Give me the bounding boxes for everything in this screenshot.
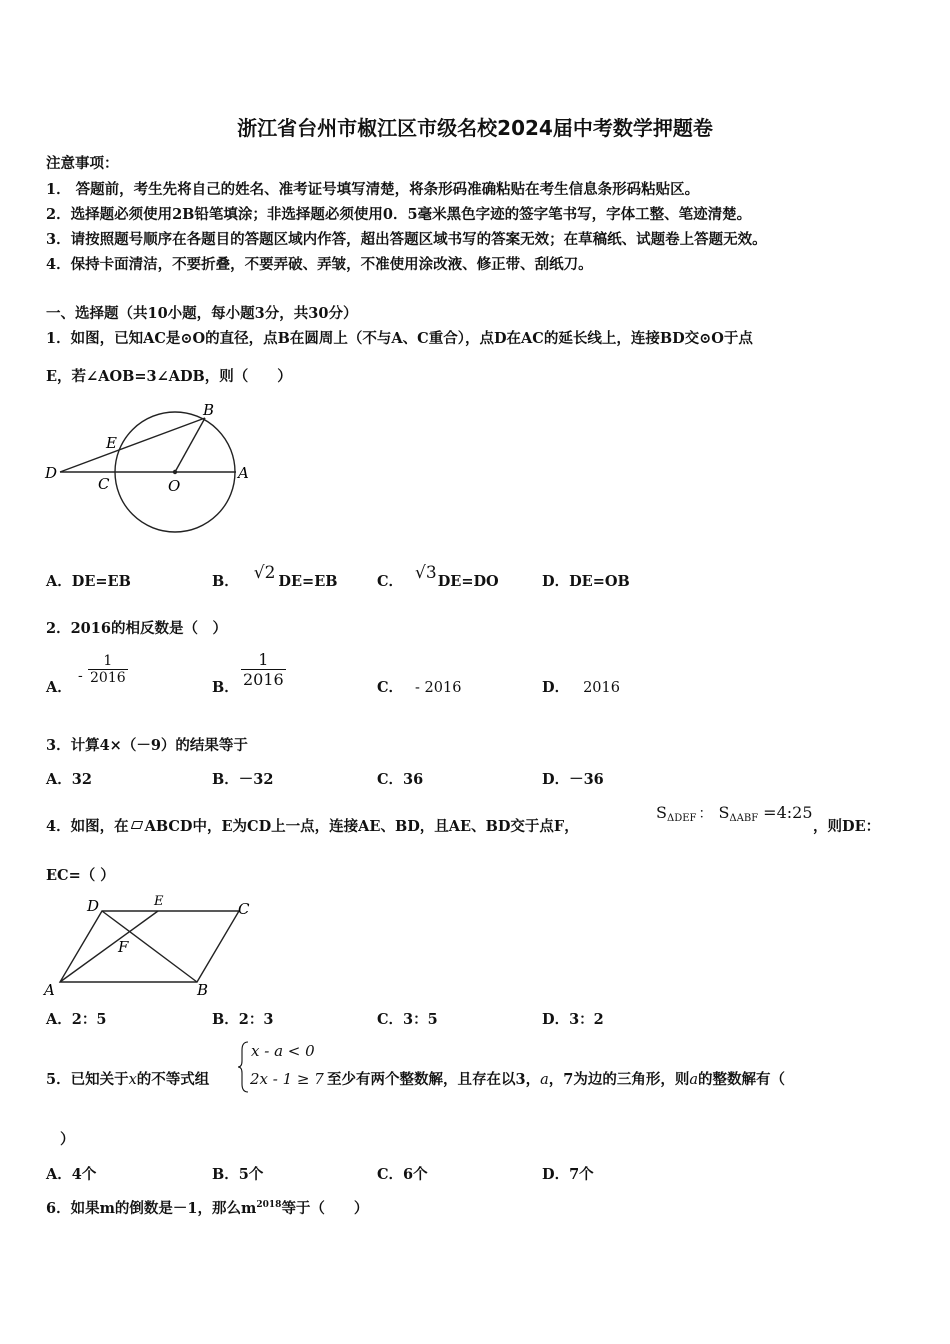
question-4-stem bbox=[46, 815, 579, 836]
option-text: 2：3 bbox=[238, 1011, 274, 1028]
variable-a: a bbox=[689, 1072, 698, 1088]
option-text: - 2016 bbox=[415, 680, 462, 696]
page-title: 浙江省台州市椒江区市级名校2024届中考数学押题卷 bbox=[237, 116, 713, 140]
fraction-denominator: 2016 bbox=[90, 670, 126, 686]
option-letter: A． bbox=[46, 1166, 72, 1183]
parallelogram-icon bbox=[131, 816, 143, 824]
option-text: DE=OB bbox=[569, 573, 630, 590]
q2-option-a-sign: - bbox=[78, 668, 83, 684]
option-text: 4个 bbox=[71, 1166, 97, 1183]
ratio-symbol: S bbox=[656, 803, 667, 822]
notice-item: 1． 答题前，考生先将自己的姓名、准考证号填写清楚，将条形码准确粘贴在考生信息条形码粘贴区。 bbox=[46, 181, 700, 198]
q2-option-d[interactable] bbox=[542, 676, 620, 697]
option-letter: C． bbox=[377, 679, 404, 696]
stem-part: 的整数解有（ bbox=[698, 1071, 785, 1088]
stem-part: 等于（ ） bbox=[281, 1200, 369, 1217]
q4-option-c[interactable] bbox=[377, 1008, 438, 1029]
option-letter: D． bbox=[542, 573, 570, 590]
option-letter: D． bbox=[542, 679, 570, 696]
fraction-numerator: 1 bbox=[241, 650, 286, 670]
circle-diagram bbox=[40, 398, 255, 540]
option-text: 36 bbox=[403, 771, 424, 788]
fraction-denominator: 2016 bbox=[243, 670, 284, 689]
question-2-stem: 2．2016的相反数是（ ） bbox=[46, 620, 227, 637]
q4-option-b[interactable] bbox=[212, 1008, 273, 1029]
system-brace bbox=[237, 1040, 251, 1094]
stem-part: 的不等式组 bbox=[136, 1071, 210, 1088]
variable-x: x bbox=[128, 1072, 137, 1088]
question-5-stem-end bbox=[327, 1068, 785, 1089]
question-4-stem-cont: EC=（ ） bbox=[46, 867, 115, 884]
option-text: DE=EB bbox=[71, 573, 131, 590]
option-text: 32 bbox=[71, 771, 92, 788]
option-letter: C． bbox=[377, 1011, 404, 1028]
option-letter: C． bbox=[377, 573, 404, 590]
q2-option-b-letter[interactable]: B． bbox=[212, 679, 239, 696]
option-letter: D． bbox=[542, 771, 570, 788]
notice-item: 4．保持卡面清洁，不要折叠，不要弄破、弄皱，不准使用涂改液、修正带、刮纸刀。 bbox=[46, 256, 593, 273]
label-d: D bbox=[45, 464, 58, 482]
option-letter: B． bbox=[212, 1011, 239, 1028]
option-letter: A． bbox=[46, 1011, 72, 1028]
option-text: －32 bbox=[238, 771, 274, 788]
variable-a: a bbox=[540, 1072, 549, 1088]
label-b: B bbox=[197, 981, 209, 999]
option-text: 3：2 bbox=[569, 1011, 604, 1028]
question-1-stem-cont: E，若∠AOB=3∠ADB，则（ ） bbox=[46, 368, 292, 385]
ratio-value: =4:25 bbox=[763, 803, 813, 822]
label-e: E bbox=[106, 434, 117, 452]
label-o: O bbox=[168, 477, 181, 495]
option-letter: D． bbox=[542, 1011, 570, 1028]
inequality-2: 2x - 1 ≥ 7 bbox=[250, 1070, 324, 1088]
q4-option-d[interactable] bbox=[542, 1008, 604, 1029]
radical-3: √3 bbox=[415, 563, 437, 583]
q2-option-a-fraction bbox=[88, 653, 128, 686]
fraction-numerator: 1 bbox=[88, 653, 128, 670]
q5-option-a[interactable] bbox=[46, 1163, 96, 1184]
question-5-stem-start bbox=[46, 1068, 209, 1089]
option-letter: B． bbox=[212, 771, 239, 788]
q2-option-b-fraction bbox=[241, 650, 286, 689]
line-bd bbox=[102, 911, 197, 982]
center-point bbox=[173, 470, 177, 474]
label-b: B bbox=[203, 401, 215, 419]
option-text: 6个 bbox=[403, 1166, 428, 1183]
q1-option-b[interactable] bbox=[212, 563, 338, 591]
stem-part: ，7为边的三角形，则 bbox=[548, 1071, 690, 1088]
label-f: F bbox=[118, 938, 129, 956]
q3-option-c[interactable] bbox=[377, 768, 423, 789]
q3-option-b[interactable] bbox=[212, 768, 273, 789]
question-3-stem: 3．计算4×（－9）的结果等于 bbox=[46, 737, 248, 754]
option-text: 2：5 bbox=[71, 1011, 107, 1028]
stem-part: 4．如图，在 bbox=[46, 818, 129, 835]
section-heading: 一、选择题（共10小题，每小题3分，共30分） bbox=[46, 305, 358, 322]
option-letter: C． bbox=[377, 771, 404, 788]
question-1-stem: 1．如图，已知AC是⊙O的直径，点B在圆周上（不与A、C重合），点D在AC的延长线上，连接BD交⊙O于点 bbox=[46, 330, 753, 347]
label-e: E bbox=[154, 894, 164, 909]
q1-option-d[interactable] bbox=[542, 570, 630, 591]
option-text: 2016 bbox=[583, 680, 620, 696]
inequality-1: x - a < 0 bbox=[251, 1042, 315, 1060]
stem-part: 5．已知关于 bbox=[46, 1071, 129, 1088]
q2-option-c[interactable] bbox=[377, 676, 461, 697]
notice-heading: 注意事项： bbox=[46, 155, 119, 172]
q1-option-a[interactable] bbox=[46, 570, 131, 591]
ratio-subscript: ΔABF bbox=[729, 813, 759, 824]
question-5-stem-cont: ） bbox=[60, 1131, 75, 1148]
stem-part: 6．如果m的倒数是－1，那么m bbox=[46, 1200, 257, 1217]
question-4-stem-end: ，则DE： bbox=[813, 818, 881, 835]
option-text: 5个 bbox=[238, 1166, 264, 1183]
q5-option-c[interactable] bbox=[377, 1163, 428, 1184]
notice-item: 2．选择题必须使用2B铅笔填涂；非选择题必须使用0．5毫米黑色字迹的签字笔书写，字体工整、笔迹清楚。 bbox=[46, 206, 752, 223]
label-c: C bbox=[98, 475, 110, 493]
q5-option-d[interactable] bbox=[542, 1163, 594, 1184]
label-d: D bbox=[87, 897, 100, 915]
option-text: DE=DO bbox=[437, 573, 499, 590]
option-text: 3：5 bbox=[403, 1011, 438, 1028]
stem-part: ABCD中，E为CD上一点，连接AE、BD，且AE、BD交于点F， bbox=[144, 818, 579, 835]
radical-2: √2 bbox=[253, 563, 276, 583]
label-a: A bbox=[238, 464, 249, 482]
label-c: C bbox=[238, 900, 250, 918]
area-ratio bbox=[656, 803, 813, 824]
option-text: 7个 bbox=[569, 1166, 594, 1183]
q2-option-a-letter[interactable]: A． bbox=[46, 679, 72, 696]
label-a: A bbox=[44, 981, 55, 999]
ratio-colon: ： bbox=[698, 806, 713, 822]
option-letter: B． bbox=[212, 1166, 239, 1183]
q3-option-a[interactable] bbox=[46, 768, 92, 789]
ratio-symbol: S bbox=[718, 803, 730, 822]
option-letter: A． bbox=[46, 771, 72, 788]
q4-option-a[interactable] bbox=[46, 1008, 106, 1029]
question-6-stem bbox=[46, 1197, 368, 1218]
option-letter: B． bbox=[212, 573, 239, 590]
parallelogram-diagram bbox=[42, 892, 257, 1000]
notice-item: 3．请按照题号顺序在各题目的答题区域内作答，超出答题区域书写的答案无效；在草稿纸、试题卷上答题无效。 bbox=[46, 231, 767, 248]
option-text: －36 bbox=[569, 771, 604, 788]
option-letter: D． bbox=[542, 1166, 570, 1183]
q5-option-b[interactable] bbox=[212, 1163, 263, 1184]
q3-option-d[interactable] bbox=[542, 768, 604, 789]
option-text: DE=EB bbox=[278, 573, 338, 590]
exponent: 2018 bbox=[256, 1200, 282, 1210]
line-ae bbox=[60, 911, 158, 982]
q1-option-c[interactable] bbox=[377, 563, 499, 591]
option-letter: A． bbox=[46, 573, 72, 590]
option-letter: C． bbox=[377, 1166, 404, 1183]
ratio-subscript: ΔDEF bbox=[666, 813, 697, 824]
stem-part: 至少有两个整数解，且存在以3， bbox=[327, 1071, 541, 1088]
